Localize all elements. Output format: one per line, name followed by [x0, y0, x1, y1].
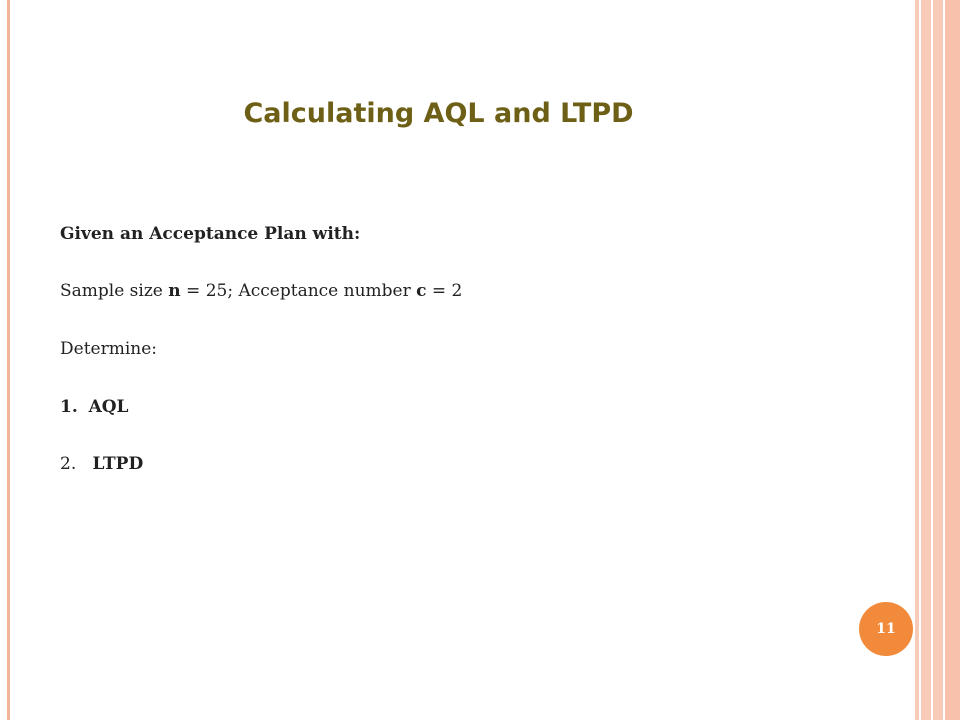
list-item-number: 2. — [60, 454, 77, 474]
sample-size-line — [60, 281, 462, 301]
stripe — [933, 0, 943, 720]
list-item-number: 1. — [60, 397, 78, 417]
right-decorative-stripes — [915, 0, 960, 720]
n-symbol: n — [168, 281, 181, 301]
list-item-label: LTPD — [92, 454, 144, 474]
stripe — [921, 0, 931, 720]
n-value: = 25; Acceptance number — [180, 281, 417, 301]
list-item-aql — [60, 397, 129, 417]
c-value: = 2 — [426, 281, 463, 301]
c-symbol: c — [416, 281, 427, 301]
slide-title: Calculating AQL and LTPD — [243, 98, 634, 129]
stripe — [945, 0, 960, 720]
list-item-ltpd — [60, 454, 143, 474]
determine-label: Determine: — [60, 339, 158, 359]
list-item-label: AQL — [88, 397, 129, 417]
page-number-badge: 11 — [859, 602, 913, 656]
sample-prefix: Sample size — [60, 281, 169, 301]
intro-text: Given an Acceptance Plan with: — [60, 224, 361, 244]
